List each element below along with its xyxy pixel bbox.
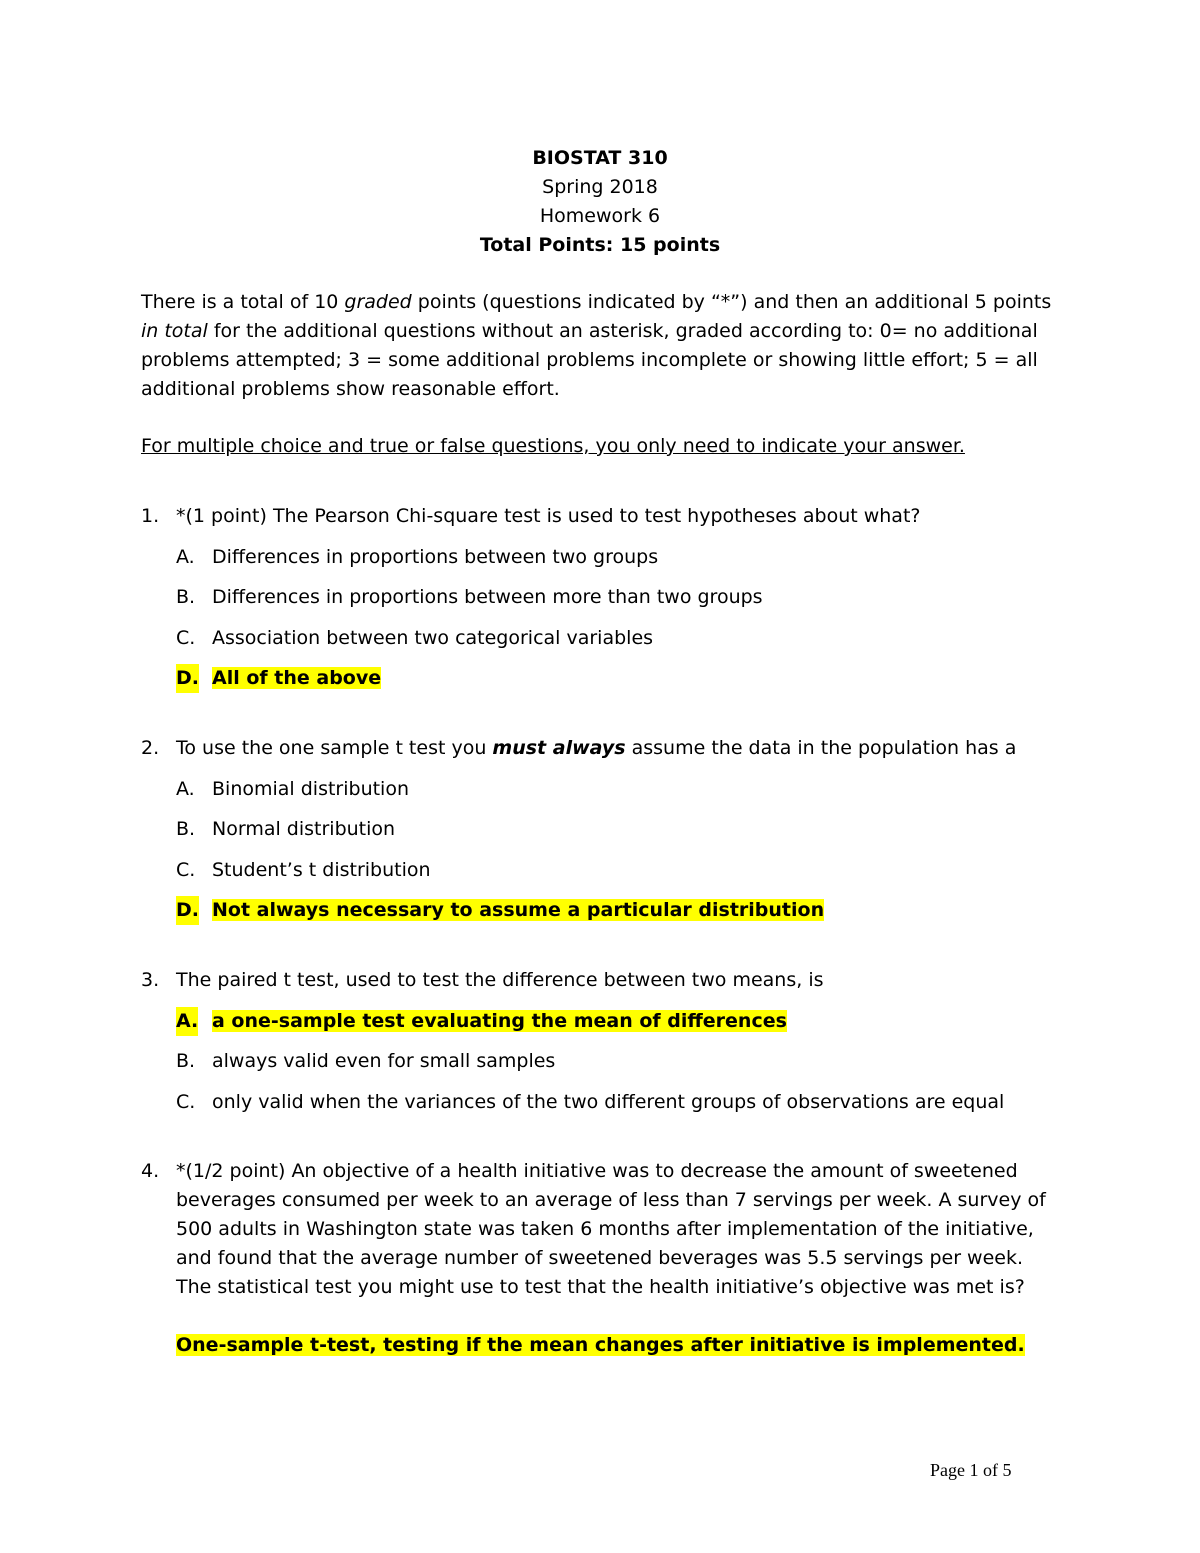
option-letter: B. (176, 586, 196, 608)
intro-paragraph (141, 288, 1061, 404)
total-points: Total Points: 15 points (479, 234, 721, 256)
question-text-post: assume the data in the population has a (625, 737, 1017, 759)
question-text: *(1 point) The Pearson Chi-square test is used to test hypotheses about what? (176, 505, 921, 527)
option-text: Association between two categorical variables (212, 626, 654, 649)
question-emphasis: must always (492, 737, 626, 759)
option-text: only valid when the variances of the two different groups of observations are equal (212, 1090, 1005, 1113)
option-letter: C. (176, 1090, 196, 1113)
option-letter: C. (176, 626, 196, 649)
option-a-answer (141, 1007, 1061, 1036)
question-text: *(1/2 point) An objective of a health initiative was to decrease the amount of sweetened beverages consumed per week to an average of less than 7 servings per week. A survey of 500 adults in Washington state was taken 6 months after implementation of the initiative, and found that the average number of sweetened beverages was 5.5 servings per week. The statistical test you might use to test that the health initiative’s objective was met is? (176, 1160, 1046, 1298)
option-text: Differences in proportions between two groups (212, 545, 659, 568)
option-c (141, 624, 1061, 653)
question-3 (141, 966, 1061, 1117)
option-letter: B. (176, 818, 196, 840)
answer-text (141, 1331, 1061, 1360)
course-title: BIOSTAT 310 (532, 147, 668, 169)
question-4 (141, 1157, 1061, 1360)
option-text: Normal distribution (212, 818, 396, 840)
option-letter: D. (176, 896, 199, 925)
question-2 (141, 734, 1061, 925)
option-letter: C. (176, 858, 196, 881)
option-d-answer (141, 896, 1061, 925)
intro-in-total: in total (141, 320, 208, 342)
question-number: 2. (141, 737, 160, 759)
page-number: Page 1 of 5 (930, 1460, 1012, 1480)
document-header (0, 144, 1200, 260)
intro-text-2: points (questions indicated by “*”) and then an additional 5 points (411, 291, 1052, 313)
question-stem (141, 734, 1061, 763)
intro-text-3: for the additional questions without an asterisk, graded according to: 0= no additional problems attempted; 3 = some additional problems incomplete or showing little effort; 5 = all additional problems show reasonable effort. (141, 320, 1038, 400)
option-d-answer (141, 664, 1061, 693)
option-text: All of the above (212, 667, 382, 689)
option-c (141, 856, 1061, 885)
question-1 (141, 502, 1061, 693)
option-letter: A. (176, 1007, 198, 1036)
question-stem (141, 502, 1061, 531)
question-text: The paired t test, used to test the difference between two means, is (176, 969, 824, 991)
option-c (141, 1088, 1061, 1117)
question-stem (141, 966, 1061, 995)
option-letter: A. (176, 545, 195, 568)
question-text-pre: To use the one sample t test you (176, 737, 493, 759)
answer-highlight: One-sample t-test, testing if the mean changes after initiative is implemented. (176, 1334, 1025, 1356)
term: Spring 2018 (542, 176, 658, 198)
assignment-title: Homework 6 (539, 205, 661, 227)
option-a (141, 775, 1061, 804)
option-text: Not always necessary to assume a particular distribution (212, 899, 825, 921)
option-text: a one-sample test evaluating the mean of differences (212, 1009, 787, 1032)
option-letter: A. (176, 777, 195, 800)
option-letter: D. (176, 664, 199, 693)
option-letter: B. (176, 1050, 196, 1072)
intro-text-1: There is a total of 10 (141, 291, 345, 313)
question-number: 3. (141, 969, 160, 991)
instructions-note: For multiple choice and true or false questions, you only need to indicate your answer. (141, 435, 965, 457)
question-stem (141, 1157, 1061, 1302)
option-text: Student’s t distribution (212, 858, 431, 881)
option-text: Differences in proportions between more than two groups (212, 586, 763, 608)
question-number: 4. (141, 1160, 160, 1182)
intro-graded: graded (344, 291, 412, 313)
option-text: always valid even for small samples (212, 1050, 556, 1072)
option-a (141, 543, 1061, 572)
option-b (141, 815, 1061, 844)
option-text: Binomial distribution (212, 777, 410, 800)
option-b (141, 1047, 1061, 1076)
question-number: 1. (141, 505, 160, 527)
option-b (141, 583, 1061, 612)
